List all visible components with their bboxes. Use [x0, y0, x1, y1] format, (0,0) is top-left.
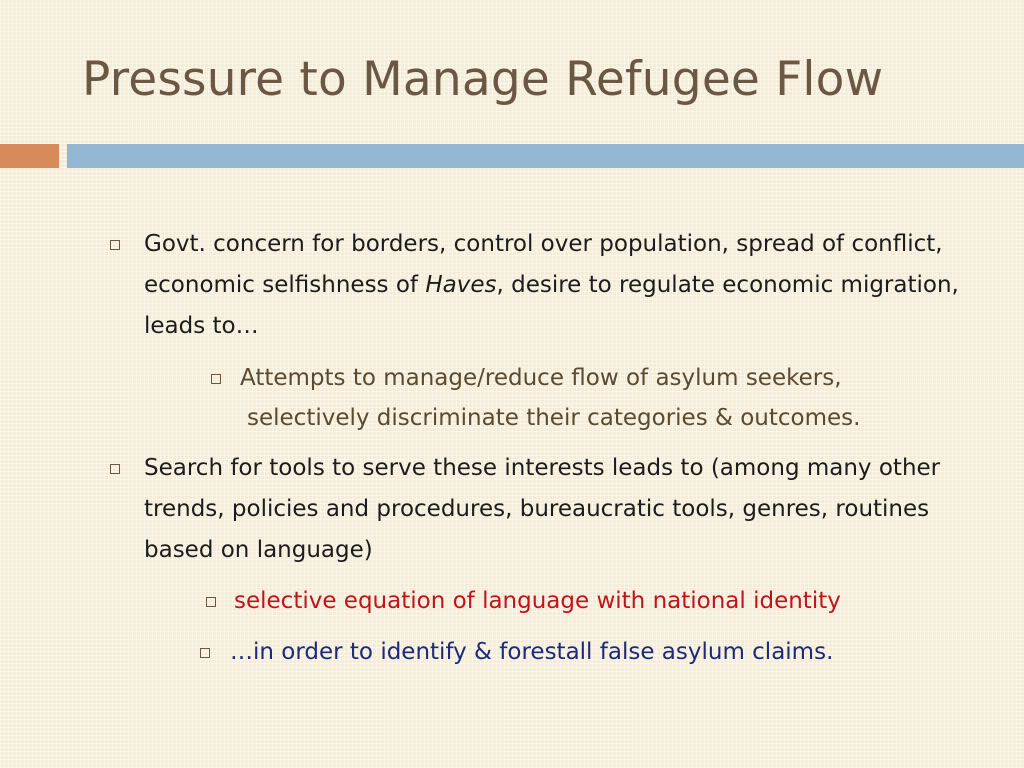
- accent-bar-orange: [0, 144, 59, 168]
- bullet-marker-icon: [211, 374, 221, 384]
- accent-bar-blue: [67, 144, 1024, 168]
- bullet-marker-icon: [206, 597, 216, 607]
- bullet-2: Search for tools to serve these interests leads to (among many other trends, policies and procedures, bureaucratic tools, genres, routines based on language): [144, 455, 941, 563]
- sub-bullet-1: [240, 358, 980, 438]
- bullet-1-emphasis: Haves: [425, 272, 497, 298]
- bullet-marker-icon: [110, 240, 120, 250]
- bullet-1-text: Govt. concern for borders, control over population, spread of conflict, economic selfishness of: [144, 231, 943, 298]
- sub-bullet-2: selective equation of language with national identity: [234, 588, 841, 614]
- bullet-1: [144, 224, 964, 347]
- sub-bullet-3: …in order to identify & forestall false asylum claims.: [230, 639, 834, 665]
- bullet-1-text-after: , desire to regulate economic migration, leads to…: [144, 272, 959, 339]
- sub-bullet-1-line2: selectively discriminate their categories & outcomes.: [247, 405, 861, 431]
- slide-title: Pressure to Manage Refugee Flow: [82, 52, 884, 107]
- bullet-marker-icon: [110, 464, 120, 474]
- bullet-marker-icon: [200, 648, 210, 658]
- sub-bullet-1-line1: Attempts to manage/reduce flow of asylum seekers,: [240, 365, 842, 391]
